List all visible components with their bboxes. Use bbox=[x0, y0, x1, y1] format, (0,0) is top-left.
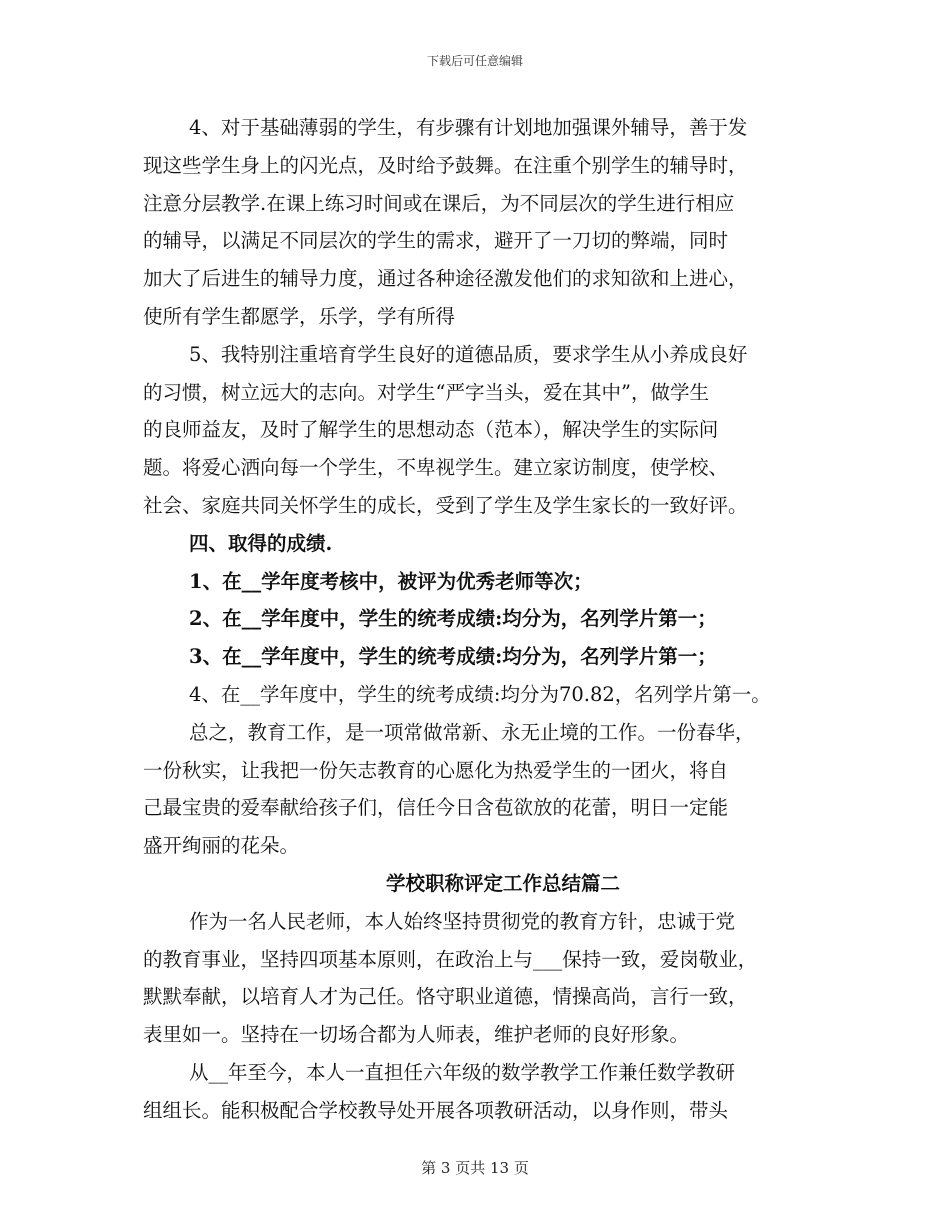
achievement-item: 1、在__学年度考核中，被评为优秀老师等次； bbox=[189, 569, 593, 593]
page-footer: 第 3 页共 13 页 bbox=[421, 1159, 529, 1177]
paragraph-line: 组组长。能积极配合学校教导处开展各项教研活动，以身作则，带头 bbox=[143, 1098, 729, 1122]
paragraph-line: 从__年至今，本人一直担任六年级的数学教学工作兼任数学教研 bbox=[189, 1060, 736, 1084]
achievement-item: 3、在__学年度中，学生的统考成绩:均分为，名列学片第一； bbox=[189, 645, 717, 669]
paragraph-line: 注意分层教学.在课上练习时间或在课后，为不同层次的学生进行相应 bbox=[143, 191, 735, 215]
achievement-item: 4、在__学年度中，学生的统考成绩:均分为70.82，名列学片第一。 bbox=[189, 682, 771, 706]
section-title: 学校职称评定工作总结篇二 bbox=[385, 871, 620, 895]
paragraph-line: 的教育事业，坚持四项基本原则，在政治上与___保持一致，爱岗敬业， bbox=[143, 947, 758, 971]
paragraph-line: 总之，教育工作，是一项常做常新、永无止境的工作。一份春华， bbox=[189, 720, 755, 744]
paragraph-line: 4、对于基础薄弱的学生，有步骤有计划地加强课外辅导，善于发 bbox=[189, 116, 748, 139]
paragraph-line: 加大了后进生的辅导力度，通过各种途径激发他们的求知欲和上进心， bbox=[143, 267, 748, 291]
paragraph-line: 的习惯，树立远大的志向。对学生“严字当头，爱在其中”，做学生 bbox=[143, 380, 709, 404]
paragraph-line: 默默奉献，以培育人才为己任。恪守职业道德，情操高尚，言行一致， bbox=[143, 985, 748, 1009]
paragraph-line: 一份秋实，让我把一份矢志教育的心愿化为热爱学生的一团火，将自 bbox=[143, 758, 729, 782]
section-heading: 四、取得的成绩. bbox=[189, 531, 333, 555]
paragraph-line: 5、我特别注重培育学生良好的道德品质，要求学生从小养成良好 bbox=[189, 342, 748, 366]
paragraph-line: 己最宝贵的爱奉献给孩子们，信任今日含苞欲放的花蕾，明日一定能 bbox=[143, 796, 729, 820]
page-header: 下载后可任意编辑 bbox=[426, 54, 523, 68]
paragraph-line: 表里如一。坚持在一切场合都为人师表，维护老师的良好形象。 bbox=[143, 1023, 690, 1047]
paragraph-line: 盛开绚丽的花朵。 bbox=[143, 834, 300, 858]
paragraph-line: 作为一名人民老师，本人始终坚持贯彻党的教育方针，忠诚于党 bbox=[189, 909, 736, 933]
paragraph-line: 的辅导，以满足不同层次的学生的需求，避开了一刀切的弊端，同时 bbox=[143, 229, 729, 253]
paragraph-line: 题。将爱心洒向每一个学生，不卑视学生。建立家访制度，使学校、 bbox=[143, 456, 729, 480]
paragraph-line: 使所有学生都愿学，乐学，学有所得 bbox=[143, 304, 456, 328]
document-body bbox=[143, 109, 833, 1130]
paragraph-line: 现这些学生身上的闪光点，及时给予鼓舞。在注重个别学生的辅导时， bbox=[143, 153, 748, 177]
paragraph-line: 社会、家庭共同关怀学生的成长，受到了学生及学生家长的一致好评。 bbox=[143, 493, 748, 517]
achievement-item: 2、在__学年度中，学生的统考成绩:均分为，名列学片第一； bbox=[189, 607, 717, 631]
paragraph-line: 的良师益友，及时了解学生的思想动态（范本），解决学生的实际问 bbox=[143, 418, 719, 442]
